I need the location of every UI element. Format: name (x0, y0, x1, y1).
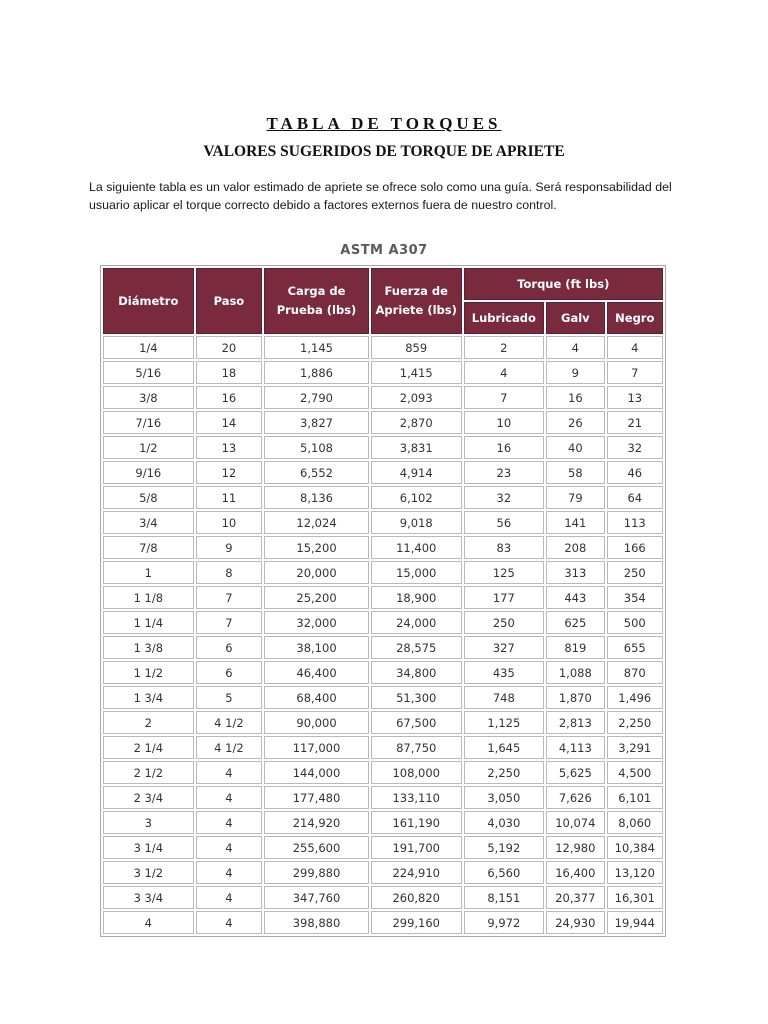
table-body (103, 336, 663, 934)
cell-paso: 16 (196, 386, 262, 409)
cell-diametro: 2 1/2 (103, 761, 194, 784)
cell-negro: 113 (607, 511, 663, 534)
cell-carga: 20,000 (264, 561, 369, 584)
cell-negro: 13 (607, 386, 663, 409)
header-galv: Galv (546, 302, 604, 334)
cell-paso: 13 (196, 436, 262, 459)
table-row (103, 336, 663, 359)
table-title: ASTM A307 (340, 243, 428, 258)
cell-diametro: 1 (103, 561, 194, 584)
cell-lubricado: 1,645 (464, 736, 545, 759)
cell-carga: 1,145 (264, 336, 369, 359)
cell-diametro: 1 3/8 (103, 636, 194, 659)
cell-galv: 1,870 (546, 686, 604, 709)
cell-lubricado: 32 (464, 486, 545, 509)
table-row (103, 411, 663, 434)
cell-paso: 12 (196, 461, 262, 484)
cell-lubricado: 6,560 (464, 861, 545, 884)
cell-diametro: 4 (103, 911, 194, 934)
cell-diametro: 3 (103, 811, 194, 834)
cell-diametro: 3 1/2 (103, 861, 194, 884)
cell-carga: 90,000 (264, 711, 369, 734)
cell-galv: 208 (546, 536, 604, 559)
cell-carga: 1,886 (264, 361, 369, 384)
cell-carga: 12,024 (264, 511, 369, 534)
cell-fuerza: 859 (371, 336, 462, 359)
cell-negro: 1,496 (607, 686, 663, 709)
table-row (103, 461, 663, 484)
table-row (103, 386, 663, 409)
cell-lubricado: 125 (464, 561, 545, 584)
cell-negro: 10,384 (607, 836, 663, 859)
header-negro: Negro (607, 302, 663, 334)
cell-lubricado: 2 (464, 336, 545, 359)
cell-negro: 7 (607, 361, 663, 384)
cell-paso: 6 (196, 636, 262, 659)
cell-galv: 7,626 (546, 786, 604, 809)
cell-galv: 40 (546, 436, 604, 459)
cell-paso: 5 (196, 686, 262, 709)
cell-negro: 19,944 (607, 911, 663, 934)
cell-paso: 14 (196, 411, 262, 434)
table-row (103, 911, 663, 934)
cell-lubricado: 177 (464, 586, 545, 609)
table-row (103, 536, 663, 559)
cell-fuerza: 133,110 (371, 786, 462, 809)
cell-galv: 20,377 (546, 886, 604, 909)
cell-negro: 870 (607, 661, 663, 684)
cell-paso: 7 (196, 611, 262, 634)
cell-galv: 16 (546, 386, 604, 409)
cell-paso: 4 (196, 886, 262, 909)
table-header (103, 268, 663, 334)
cell-fuerza: 9,018 (371, 511, 462, 534)
cell-galv: 58 (546, 461, 604, 484)
cell-negro: 166 (607, 536, 663, 559)
table-row (103, 886, 663, 909)
cell-carga: 398,880 (264, 911, 369, 934)
cell-galv: 16,400 (546, 861, 604, 884)
cell-carga: 5,108 (264, 436, 369, 459)
cell-lubricado: 5,192 (464, 836, 545, 859)
cell-negro: 4 (607, 336, 663, 359)
cell-lubricado: 2,250 (464, 761, 545, 784)
cell-fuerza: 24,000 (371, 611, 462, 634)
cell-lubricado: 7 (464, 386, 545, 409)
cell-paso: 7 (196, 586, 262, 609)
cell-lubricado: 8,151 (464, 886, 545, 909)
cell-diametro: 3/4 (103, 511, 194, 534)
cell-fuerza: 260,820 (371, 886, 462, 909)
cell-diametro: 3 1/4 (103, 836, 194, 859)
cell-galv: 26 (546, 411, 604, 434)
cell-lubricado: 435 (464, 661, 545, 684)
cell-fuerza: 224,910 (371, 861, 462, 884)
cell-negro: 64 (607, 486, 663, 509)
cell-paso: 4 (196, 761, 262, 784)
cell-carga: 3,827 (264, 411, 369, 434)
table-row (103, 561, 663, 584)
document-title: TABLA DE TORQUES (266, 114, 502, 133)
cell-negro: 13,120 (607, 861, 663, 884)
cell-fuerza: 4,914 (371, 461, 462, 484)
table-row (103, 686, 663, 709)
cell-carga: 299,880 (264, 861, 369, 884)
cell-carga: 32,000 (264, 611, 369, 634)
cell-diametro: 3/8 (103, 386, 194, 409)
cell-fuerza: 34,800 (371, 661, 462, 684)
cell-galv: 1,088 (546, 661, 604, 684)
cell-galv: 443 (546, 586, 604, 609)
table-row (103, 611, 663, 634)
cell-galv: 79 (546, 486, 604, 509)
header-torque: Torque (ft lbs) (464, 268, 663, 300)
cell-diametro: 1 1/8 (103, 586, 194, 609)
cell-lubricado: 10 (464, 411, 545, 434)
cell-paso: 4 (196, 911, 262, 934)
cell-diametro: 7/16 (103, 411, 194, 434)
cell-negro: 16,301 (607, 886, 663, 909)
cell-galv: 313 (546, 561, 604, 584)
cell-paso: 6 (196, 661, 262, 684)
cell-carga: 8,136 (264, 486, 369, 509)
cell-fuerza: 6,102 (371, 486, 462, 509)
cell-fuerza: 299,160 (371, 911, 462, 934)
header-fuerza: Fuerza de Apriete (lbs) (371, 268, 462, 334)
cell-carga: 214,920 (264, 811, 369, 834)
cell-paso: 4 (196, 836, 262, 859)
cell-negro: 46 (607, 461, 663, 484)
cell-diametro: 2 1/4 (103, 736, 194, 759)
cell-paso: 18 (196, 361, 262, 384)
cell-galv: 9 (546, 361, 604, 384)
header-lubricado: Lubricado (464, 302, 545, 334)
cell-lubricado: 9,972 (464, 911, 545, 934)
cell-fuerza: 108,000 (371, 761, 462, 784)
table-row (103, 736, 663, 759)
cell-lubricado: 1,125 (464, 711, 545, 734)
cell-negro: 655 (607, 636, 663, 659)
cell-carga: 255,600 (264, 836, 369, 859)
table-row (103, 786, 663, 809)
cell-galv: 24,930 (546, 911, 604, 934)
cell-fuerza: 1,415 (371, 361, 462, 384)
cell-carga: 46,400 (264, 661, 369, 684)
cell-carga: 25,200 (264, 586, 369, 609)
cell-diametro: 5/8 (103, 486, 194, 509)
cell-diametro: 2 3/4 (103, 786, 194, 809)
cell-negro: 6,101 (607, 786, 663, 809)
cell-fuerza: 191,700 (371, 836, 462, 859)
cell-fuerza: 87,750 (371, 736, 462, 759)
cell-lubricado: 4,030 (464, 811, 545, 834)
cell-lubricado: 748 (464, 686, 545, 709)
table-row (103, 661, 663, 684)
table-row (103, 861, 663, 884)
cell-galv: 4,113 (546, 736, 604, 759)
cell-negro: 3,291 (607, 736, 663, 759)
cell-diametro: 3 3/4 (103, 886, 194, 909)
cell-fuerza: 2,870 (371, 411, 462, 434)
cell-carga: 347,760 (264, 886, 369, 909)
cell-fuerza: 3,831 (371, 436, 462, 459)
document-subtitle: VALORES SUGERIDOS DE TORQUE DE APRIETE (203, 143, 565, 160)
cell-carga: 15,200 (264, 536, 369, 559)
cell-fuerza: 11,400 (371, 536, 462, 559)
cell-lubricado: 3,050 (464, 786, 545, 809)
cell-lubricado: 16 (464, 436, 545, 459)
cell-negro: 354 (607, 586, 663, 609)
cell-carga: 6,552 (264, 461, 369, 484)
cell-diametro: 7/8 (103, 536, 194, 559)
cell-fuerza: 51,300 (371, 686, 462, 709)
cell-negro: 4,500 (607, 761, 663, 784)
cell-fuerza: 15,000 (371, 561, 462, 584)
cell-galv: 625 (546, 611, 604, 634)
table-row (103, 486, 663, 509)
table-row (103, 811, 663, 834)
intro-paragraph: La siguiente tabla es un valor estimado de apriete se ofrece solo como una guía. Será responsabilidad del usuario aplicar el torque correcto debido a factores externos fuera de nuestro control. (89, 180, 672, 212)
cell-paso: 4 (196, 786, 262, 809)
header-paso: Paso (196, 268, 262, 334)
cell-fuerza: 161,190 (371, 811, 462, 834)
cell-paso: 4 (196, 811, 262, 834)
table-row (103, 636, 663, 659)
cell-carga: 144,000 (264, 761, 369, 784)
cell-paso: 10 (196, 511, 262, 534)
cell-negro: 32 (607, 436, 663, 459)
cell-carga: 2,790 (264, 386, 369, 409)
cell-paso: 4 1/2 (196, 736, 262, 759)
cell-lubricado: 83 (464, 536, 545, 559)
table-row (103, 361, 663, 384)
cell-galv: 141 (546, 511, 604, 534)
cell-galv: 5,625 (546, 761, 604, 784)
cell-paso: 20 (196, 336, 262, 359)
table-row (103, 586, 663, 609)
cell-fuerza: 18,900 (371, 586, 462, 609)
cell-lubricado: 23 (464, 461, 545, 484)
cell-paso: 8 (196, 561, 262, 584)
cell-carga: 38,100 (264, 636, 369, 659)
cell-paso: 4 (196, 861, 262, 884)
table-row (103, 711, 663, 734)
cell-diametro: 1 1/4 (103, 611, 194, 634)
cell-galv: 12,980 (546, 836, 604, 859)
cell-lubricado: 4 (464, 361, 545, 384)
cell-carga: 177,480 (264, 786, 369, 809)
cell-fuerza: 2,093 (371, 386, 462, 409)
cell-lubricado: 56 (464, 511, 545, 534)
cell-paso: 9 (196, 536, 262, 559)
cell-diametro: 1 3/4 (103, 686, 194, 709)
cell-diametro: 1/2 (103, 436, 194, 459)
table-row (103, 436, 663, 459)
cell-lubricado: 327 (464, 636, 545, 659)
cell-paso: 11 (196, 486, 262, 509)
table-row (103, 836, 663, 859)
cell-paso: 4 1/2 (196, 711, 262, 734)
cell-diametro: 1 1/2 (103, 661, 194, 684)
cell-carga: 68,400 (264, 686, 369, 709)
cell-diametro: 9/16 (103, 461, 194, 484)
header-diametro: Diámetro (103, 268, 194, 334)
cell-negro: 21 (607, 411, 663, 434)
cell-diametro: 2 (103, 711, 194, 734)
cell-diametro: 1/4 (103, 336, 194, 359)
cell-galv: 4 (546, 336, 604, 359)
cell-negro: 500 (607, 611, 663, 634)
torque-table (100, 265, 666, 937)
cell-negro: 8,060 (607, 811, 663, 834)
cell-lubricado: 250 (464, 611, 545, 634)
cell-negro: 2,250 (607, 711, 663, 734)
cell-galv: 2,813 (546, 711, 604, 734)
header-carga: Carga de Prueba (lbs) (264, 268, 369, 334)
cell-galv: 10,074 (546, 811, 604, 834)
table-row (103, 511, 663, 534)
cell-fuerza: 67,500 (371, 711, 462, 734)
cell-diametro: 5/16 (103, 361, 194, 384)
cell-carga: 117,000 (264, 736, 369, 759)
table-row (103, 761, 663, 784)
cell-negro: 250 (607, 561, 663, 584)
cell-galv: 819 (546, 636, 604, 659)
cell-fuerza: 28,575 (371, 636, 462, 659)
